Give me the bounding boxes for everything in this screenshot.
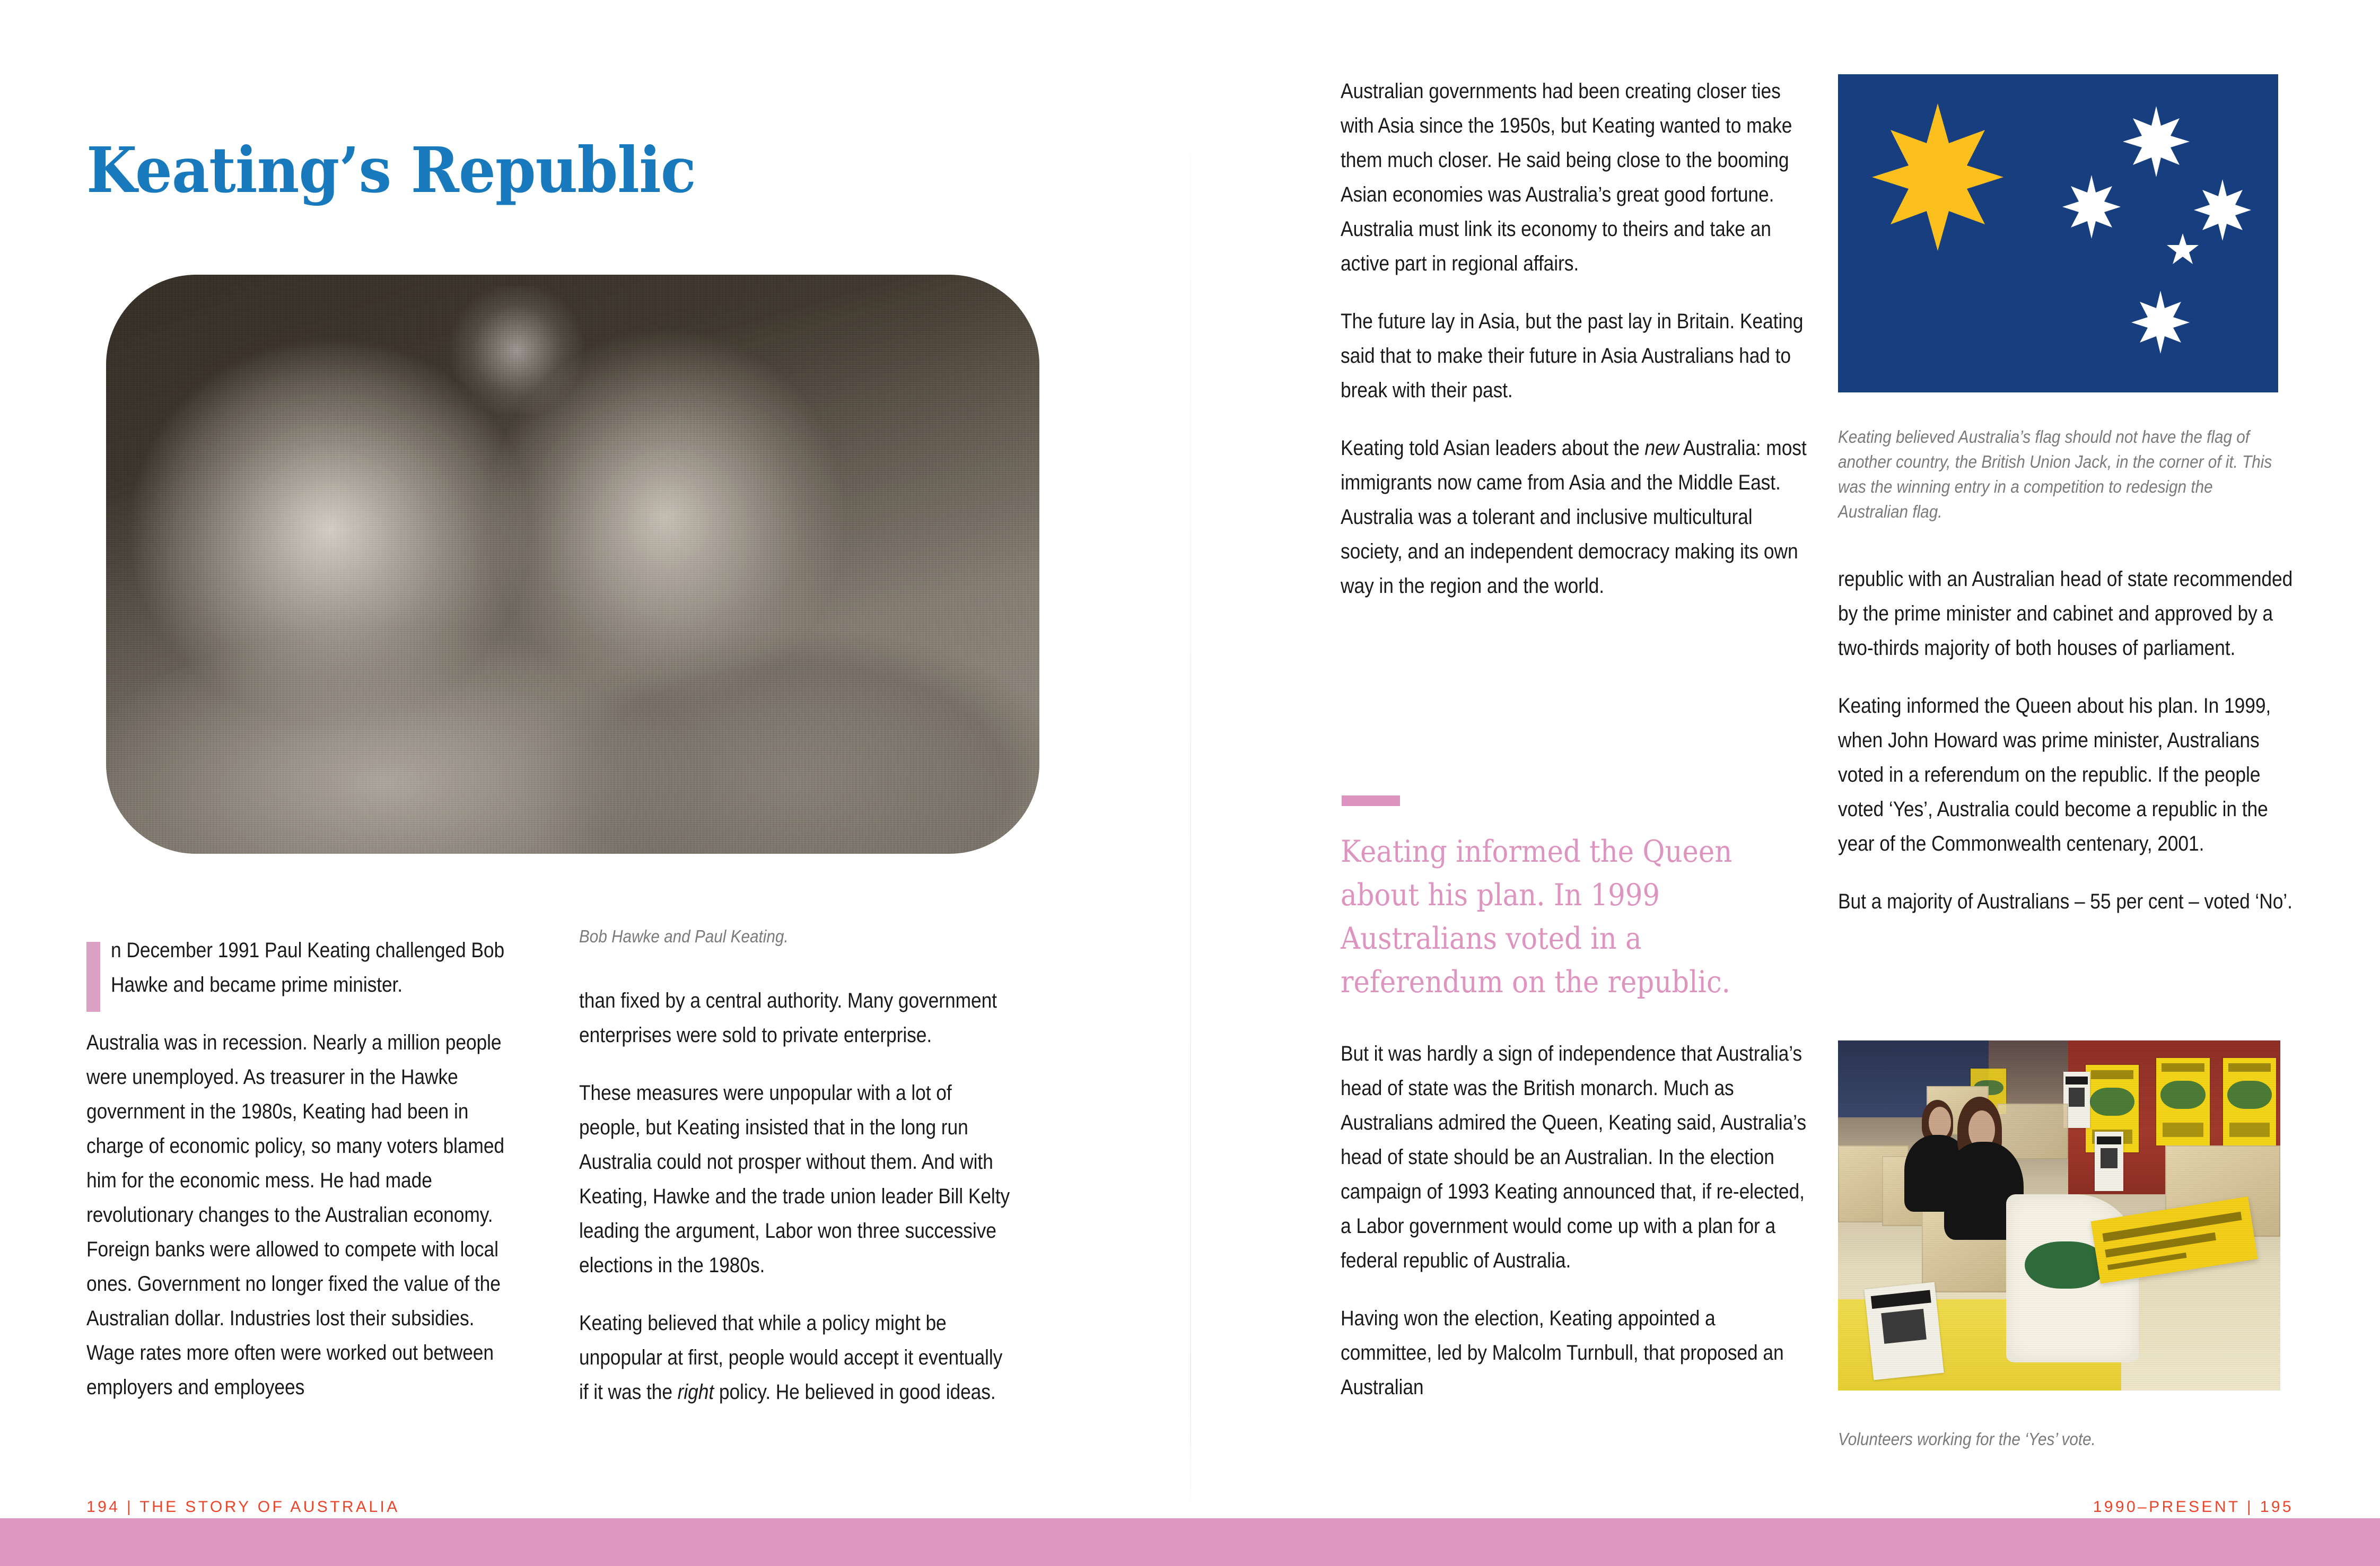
paragraph-text-part2: policy. He believed in good ideas. [714,1380,996,1404]
right-column-3 [1341,74,1807,627]
body-paragraph-italic-new [1341,431,1807,603]
photo-caption-volunteers: Volunteers working for the ‘Yes’ vote. [1838,1429,2096,1449]
body-paragraph: These measures were unpopular with a lot of people, but Keating insisted that in the long run Australia could not prosper without them. And with Keating, Hawke and the trade union leader Bill Kelty leading the argument, Labor won three successive elections in the 1980s. [579,1081,1010,1277]
right-column-3-lower [1341,1037,1807,1428]
page-gutter [1190,0,1191,1518]
body-paragraph: than fixed by a central authority. Many government enterprises were sold to private enterprise. [579,989,997,1047]
body-paragraph: The future lay in Asia, but the past lay in Britain. Keating said that to make their future in Asia Australians had to break with their past. [1341,310,1804,402]
proposed-australian-flag [1838,74,2278,392]
body-paragraph: Keating informed the Queen about his plan. In 1999, when John Howard was prime minister, Australians voted in a referendum on the republic. If the people voted ‘Yes’, Australia could become a republic in the year of the Commonwealth centenary, 2001. [1838,694,2271,855]
body-paragraph: But it was hardly a sign of independence that Australia’s head of state was the British monarch. Much as Australians admired the Queen, Keating said, Australia’s head of state should be an Australian. In the election campaign of 1993 Keating announced that, if re-elected, a Labor government would come up with a plan for a federal republic of Australia. [1341,1042,1806,1272]
dropcap-paragraph [86,933,521,1002]
footer-left: 194 | THE STORY OF AUSTRALIA [86,1498,400,1516]
left-column-1 [86,933,521,1428]
footer-right: 1990–PRESENT | 195 [2093,1498,2294,1516]
photo-hawke-keating [106,275,1039,854]
intro-paragraph: n December 1991 Paul Keating challenged Bob Hawke and became prime minister. [111,939,505,996]
flag-caption-wrap [1838,424,2278,524]
page-title: Keating’s Republic [86,133,696,207]
left-column-2 [579,924,1014,949]
paragraph-text-part1: Keating believed that while a policy might be unpopular at first, people would accept it eventually if it was the [579,1311,1003,1404]
volunteers-caption-wrap [1838,1427,2294,1451]
body-paragraph: republic with an Australian head of state recommended by the prime minister and cabinet and approved by a two-thirds majority of both houses of parliament. [1838,567,2293,660]
left-column-2-body [579,984,1014,1433]
photo-grain [1838,1040,2280,1390]
photo-yes-volunteers [1838,1040,2280,1390]
italic-emphasis: right [677,1380,714,1404]
pullquote: Keating informed the Queen about his plan. In 1999 Australians voted in a referendum on the republic. [1341,834,1732,1000]
body-paragraph-italic-right [579,1306,1014,1410]
paragraph-text-part1: Keating told Asian leaders about the [1341,436,1645,460]
pullquote-rule-icon [1342,795,1400,806]
photo-grain [106,275,1039,854]
flag-background [1838,74,2278,392]
paragraph-text-part2: Australia: most immigrants now came from Asia and the Middle East. Australia was a tolerant and inclusive multicultural society, and an independent democracy making its own way in the region and the world. [1341,436,1807,598]
right-column-4 [1838,562,2294,942]
body-paragraph: Having won the election, Keating appointed a committee, led by Malcolm Turnbull, that proposed an Australian [1341,1307,1784,1399]
body-paragraph: But a majority of Australians – 55 per cent – voted ‘No’. [1838,890,2292,913]
body-paragraph: Australian governments had been creating closer ties with Asia since the 1950s, but Keating wanted to make them much closer. He said being close to the booming Asian economies was Australia’s great good fortune. Australia must link its economy to theirs and take an active part in regional affairs. [1341,80,1792,275]
body-paragraph: Australia was in recession. Nearly a million people were unemployed. As treasurer in the Hawke government in the 1980s, Keating had been in charge of economic policy, so many voters blamed him for the economic mess. He had made revolutionary changes to the Australian economy. Foreign banks were allowed to compete with local ones. Government no longer fixed the value of the Australian dollar. Industries lost their subsidies. Wage rates more often were worked out between employers and employees [86,1031,505,1399]
italic-emphasis: new [1644,436,1679,460]
photo-caption-hawke-keating: Bob Hawke and Paul Keating. [579,926,789,946]
bottom-pink-band [0,1518,2380,1566]
flag-caption: Keating believed Australia’s flag should not have the flag of another country, the British Union Jack, in the corner of it. This was the winning entry in a competition to redesign the Australian flag. [1838,427,2272,521]
